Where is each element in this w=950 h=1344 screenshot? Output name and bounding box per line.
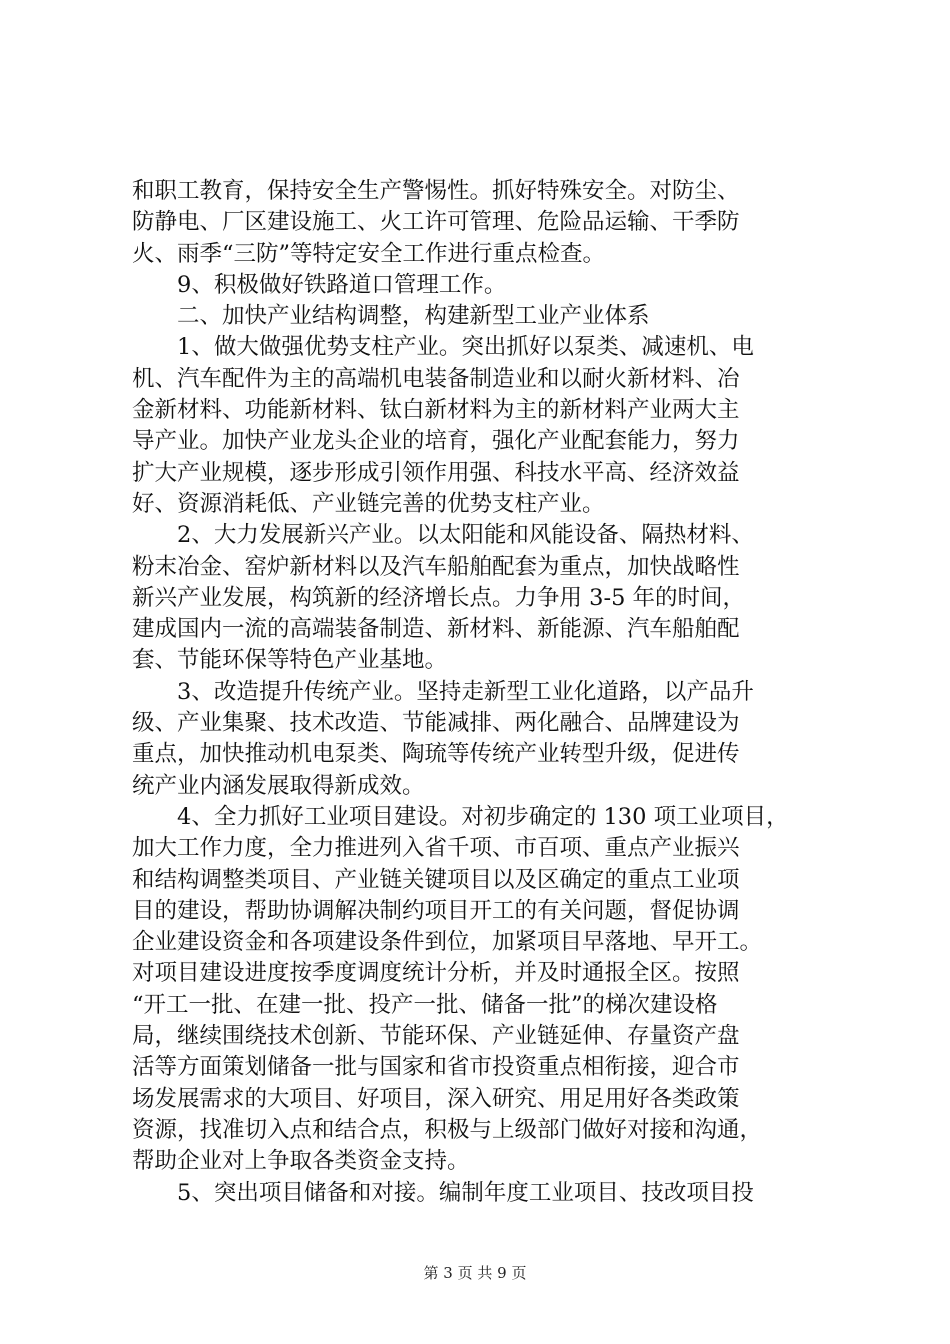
text-line: 重点，加快推动机电泵类、陶琉等传统产业转型升级，促进传 (132, 741, 740, 768)
text-line: 资源，找准切入点和结合点，积极与上级部门做好对接和沟通， (132, 1116, 763, 1143)
text-line: 9、积极做好铁路道口管理工作。 (177, 271, 507, 298)
text-line: 防静电、厂区建设施工、火工许可管理、危险品运输、干季防 (132, 209, 740, 236)
text-line: 场发展需求的大项目、好项目，深入研究、用足用好各类政策 (132, 1085, 740, 1112)
text-line: 2、大力发展新兴产业。以太阳能和风能设备、隔热材料、 (177, 522, 754, 549)
text-line: 金新材料、功能新材料、钛白新材料为主的新材料产业两大主 (132, 397, 740, 424)
text-line: 建成国内一流的高端装备制造、新材料、新能源、汽车船舶配 (132, 616, 740, 643)
text-line: 局，继续围绕技术创新、节能环保、产业链延伸、存量资产盘 (132, 1023, 740, 1050)
text-line: 对项目建设进度按季度调度统计分析，并及时通报全区。按照 (132, 960, 740, 987)
text-line: 粉末冶金、窑炉新材料以及汽车船舶配套为重点，加快战略性 (132, 553, 740, 580)
text-line: 目的建设，帮助协调解决制约项目开工的有关问题，督促协调 (132, 897, 740, 924)
text-line: 活等方面策划储备一批与国家和省市投资重点相衔接，迎合市 (132, 1054, 740, 1081)
text-line: “开工一批、在建一批、投产一批、储备一批”的梯次建设格 (132, 991, 718, 1018)
text-line: 3、改造提升传统产业。坚持走新型工业化道路，以产品升 (177, 678, 754, 705)
text-line: 套、节能环保等特色产业基地。 (132, 647, 448, 674)
text-line: 导产业。加快产业龙头企业的培育，强化产业配套能力，努力 (132, 428, 740, 455)
text-line: 5、突出项目储备和对接。编制年度工业项目、技改项目投 (177, 1179, 754, 1206)
text-line: 加大工作力度，全力推进列入省千项、市百项、重点产业振兴 (132, 835, 740, 862)
page-footer: 第 3 页 共 9 页 (423, 1264, 527, 1282)
text-line: 1、做大做强优势支柱产业。突出抓好以泵类、减速机、电 (177, 334, 754, 361)
text-line: 机、汽车配件为主的高端机电装备制造业和以耐火新材料、冶 (132, 365, 740, 392)
text-line: 级、产业集聚、技术改造、节能减排、两化融合、品牌建设为 (132, 710, 740, 737)
text-line: 扩大产业规模，逐步形成引领作用强、科技水平高、经济效益 (132, 459, 740, 486)
text-line: 火、雨季“三防”等特定安全工作进行重点检查。 (132, 240, 606, 267)
text-line: 企业建设资金和各项建设条件到位，加紧项目早落地、早开工。 (132, 929, 763, 956)
document-body (132, 176, 832, 1209)
text-line: 和职工教育，保持安全生产警惕性。抓好特殊安全。对防尘、 (132, 178, 740, 204)
text-line: 4、全力抓好工业项目建设。对初步确定的 130 项工业项目， (177, 803, 789, 830)
text-line: 好、资源消耗低、产业链完善的优势支柱产业。 (132, 490, 605, 517)
text-line: 二、加快产业结构调整，构建新型工业产业体系 (177, 303, 650, 330)
text-line: 和结构调整类项目、产业链关键项目以及区确定的重点工业项 (132, 866, 740, 893)
text-line: 新兴产业发展，构筑新的经济增长点。力争用 3-5 年的时间， (132, 584, 746, 611)
text-line: 统产业内涵发展取得新成效。 (132, 772, 425, 799)
text-line: 帮助企业对上争取各类资金支持。 (132, 1148, 470, 1175)
